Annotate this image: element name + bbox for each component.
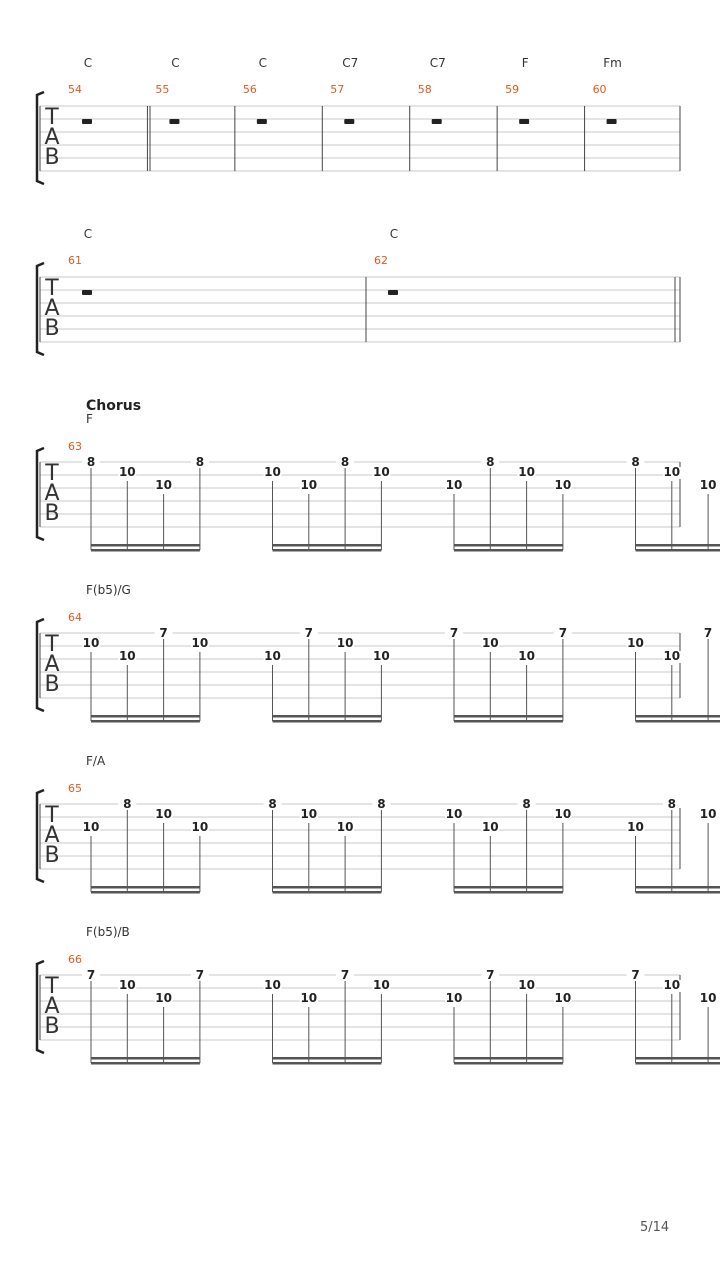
fret-number: 10: [481, 636, 499, 650]
whole-rest: [82, 290, 92, 295]
fret-number: 7: [159, 626, 168, 640]
fret-number: 8: [377, 797, 386, 811]
fret-number: 10: [373, 465, 390, 479]
fret-number: 8: [522, 797, 531, 811]
chord-name: F(b5)/B: [86, 925, 130, 939]
measure-number: 64: [68, 611, 82, 624]
fret-number: 7: [449, 626, 459, 640]
fret-number: 10: [445, 807, 463, 821]
fret-number: 10: [336, 636, 354, 650]
fret-number: 10: [518, 978, 535, 992]
whole-rest: [257, 119, 267, 124]
tab-clef-letter: A: [44, 994, 60, 1019]
beam: [273, 715, 382, 718]
tab-system-6: [37, 925, 720, 1065]
tab-clef-letter: A: [44, 652, 60, 677]
fret-number: 10: [481, 820, 499, 834]
measure-number: 57: [330, 83, 345, 96]
page-number: 5/14: [640, 1220, 670, 1235]
beam: [636, 720, 720, 723]
beam: [636, 1062, 720, 1065]
tab-clef-letter: B: [44, 145, 60, 170]
whole-rest: [169, 119, 179, 124]
whole-rest: [344, 119, 354, 124]
fret-number: 10: [264, 649, 281, 663]
fret-number: 10: [264, 465, 281, 479]
tab-clef-letter: T: [45, 105, 59, 130]
fret-number: 10: [518, 649, 535, 663]
fret-number: 10: [627, 636, 644, 650]
measure-number: 61: [68, 254, 82, 267]
chord-name: C7: [429, 56, 446, 70]
whole-rest: [82, 119, 92, 124]
beam: [636, 1057, 720, 1060]
measure-number: 58: [417, 83, 432, 96]
beam: [636, 891, 720, 894]
fret-number: 8: [123, 797, 132, 811]
measure-number: 65: [68, 782, 82, 795]
tab-clef-letter: B: [44, 843, 60, 868]
beam: [636, 544, 720, 547]
chord-name: F: [86, 412, 93, 426]
chord-name: F: [521, 56, 529, 70]
beam: [91, 1057, 200, 1060]
fret-number: 10: [118, 978, 136, 992]
fret-number: 8: [667, 797, 676, 811]
fret-number: 10: [336, 820, 354, 834]
fret-number: 10: [699, 807, 717, 821]
tab-clef-letter: A: [44, 823, 60, 848]
chord-name: Fm: [603, 56, 622, 70]
fret-number: 10: [300, 991, 318, 1005]
chord-name: C7: [342, 56, 359, 70]
fret-number: 10: [191, 636, 209, 650]
whole-rest: [388, 290, 398, 295]
beam: [273, 720, 382, 723]
tab-clef-letter: B: [44, 672, 60, 697]
tab-clef-letter: T: [45, 461, 59, 486]
whole-rest: [607, 119, 617, 124]
fret-number: 10: [82, 636, 100, 650]
fret-number: 8: [86, 455, 96, 469]
fret-number: 7: [304, 626, 313, 640]
tab-clef-letter: T: [45, 276, 59, 301]
fret-number: 8: [195, 455, 205, 469]
fret-number: 10: [699, 478, 717, 492]
chord-name: C: [83, 227, 93, 241]
beam: [454, 549, 563, 552]
whole-rest: [432, 119, 442, 124]
fret-number: 10: [445, 478, 463, 492]
tab-clef-letter: B: [44, 316, 60, 341]
fret-number: 7: [340, 968, 350, 982]
measure-number: 55: [155, 83, 170, 96]
beam: [273, 1062, 382, 1065]
tab-clef-letter: B: [44, 1014, 60, 1039]
beam: [91, 886, 200, 889]
beam: [636, 886, 720, 889]
fret-number: 8: [631, 455, 640, 469]
chord-name: F(b5)/G: [86, 583, 131, 597]
fret-number: 10: [82, 820, 100, 834]
beam: [454, 715, 563, 718]
section-label: Chorus: [86, 398, 142, 414]
fret-number: 10: [300, 807, 318, 821]
chord-name: F/A: [86, 754, 106, 768]
measure-number: 59: [505, 83, 520, 96]
fret-number: 10: [699, 991, 717, 1005]
tab-clef-letter: A: [44, 296, 60, 321]
tab-system-2: [37, 227, 680, 355]
beam: [273, 886, 382, 889]
beam: [91, 720, 200, 723]
beam: [91, 715, 200, 718]
tab-clef-letter: A: [44, 125, 60, 150]
fret-number: 10: [264, 978, 281, 992]
fret-number: 10: [155, 478, 172, 492]
beam: [454, 720, 563, 723]
tab-clef-letter: B: [44, 501, 60, 526]
chord-name: C: [389, 227, 399, 241]
fret-number: 10: [663, 978, 681, 992]
measure-number: 56: [242, 83, 257, 96]
fret-number: 8: [268, 797, 277, 811]
tab-clef-letter: T: [45, 632, 59, 657]
tab-clef-letter: T: [45, 803, 59, 828]
fret-number: 10: [155, 807, 172, 821]
beam: [91, 1062, 200, 1065]
beam: [454, 1057, 563, 1060]
tab-system-5: [37, 754, 720, 894]
fret-number: 7: [558, 626, 568, 640]
fret-number: 10: [300, 478, 318, 492]
fret-number: 10: [118, 649, 136, 663]
beam: [273, 549, 382, 552]
beam: [91, 891, 200, 894]
fret-number: 10: [373, 978, 390, 992]
chord-name: C: [258, 56, 268, 70]
beam: [273, 1057, 382, 1060]
beam: [91, 549, 200, 552]
tab-clef-letter: A: [44, 481, 60, 506]
beam: [454, 544, 563, 547]
fret-number: 8: [340, 455, 350, 469]
beam: [454, 891, 563, 894]
fret-number: 7: [703, 626, 713, 640]
tab-clef-letter: T: [45, 974, 59, 999]
fret-number: 10: [554, 807, 572, 821]
measure-number: 63: [68, 440, 82, 453]
fret-number: 10: [627, 820, 644, 834]
whole-rest: [519, 119, 529, 124]
beam: [454, 886, 563, 889]
beam: [91, 544, 200, 547]
fret-number: 10: [445, 991, 463, 1005]
fret-number: 10: [663, 465, 681, 479]
fret-number: 10: [118, 465, 136, 479]
measure-number: 60: [592, 83, 607, 96]
fret-number: 10: [554, 991, 572, 1005]
fret-number: 7: [86, 968, 96, 982]
beam: [454, 1062, 563, 1065]
beam: [273, 891, 382, 894]
measure-number: 66: [68, 953, 82, 966]
fret-number: 10: [554, 478, 572, 492]
measure-number: 62: [374, 254, 388, 267]
fret-number: 10: [155, 991, 172, 1005]
fret-number: 7: [195, 968, 205, 982]
tab-system-1: [37, 56, 680, 184]
measure-number: 54: [68, 83, 82, 96]
chord-name: C: [171, 56, 180, 70]
beam: [636, 549, 720, 552]
tab-system-3: [37, 398, 720, 552]
fret-number: 7: [486, 968, 495, 982]
beam: [273, 544, 382, 547]
fret-number: 10: [191, 820, 209, 834]
fret-number: 8: [486, 455, 495, 469]
fret-number: 10: [663, 649, 681, 663]
fret-number: 10: [373, 649, 390, 663]
tab-system-4: [37, 583, 720, 723]
beam: [636, 715, 720, 718]
chord-name: C: [83, 56, 93, 70]
fret-number: 10: [518, 465, 535, 479]
fret-number: 7: [631, 968, 640, 982]
